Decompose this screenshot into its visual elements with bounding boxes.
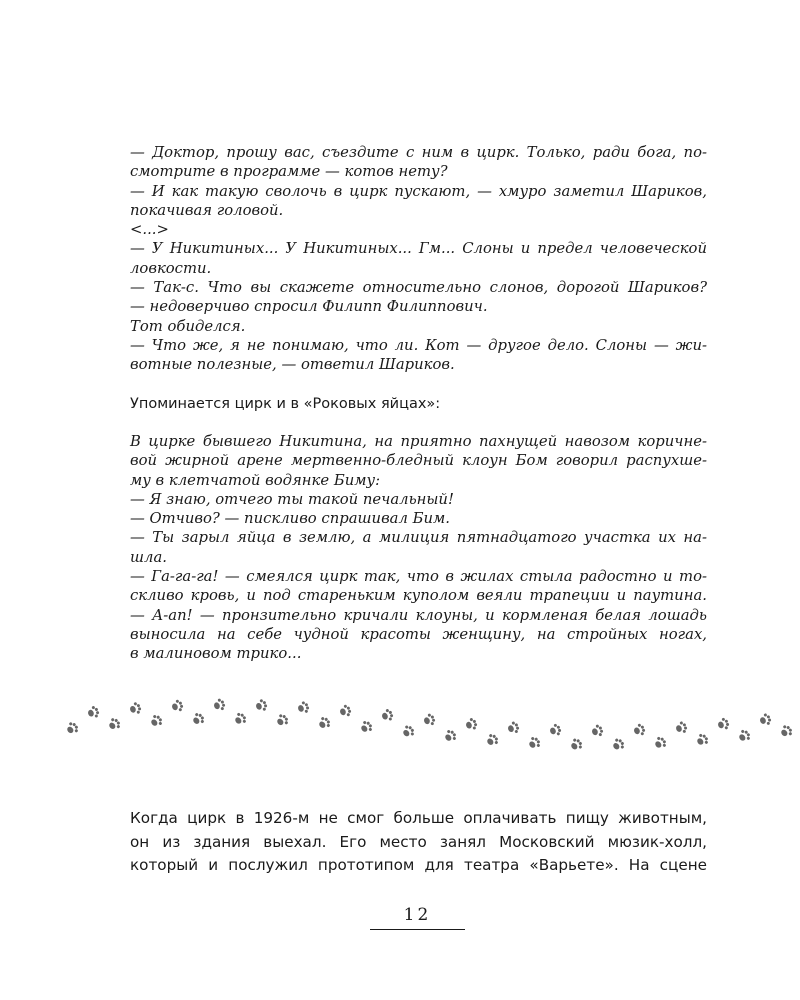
- quote-line: — Доктор, прошу вас, съездите с ним в цирк. Только, ради бога, по-: [130, 144, 707, 161]
- quote-line: В цирке бывшего Никитина, на приятно пахнущей навозом коричне-: [130, 433, 707, 450]
- body-line: Когда цирк в 1926-м не смог больше оплачивать пищу животным,: [130, 809, 707, 827]
- paw-print-icon: [506, 720, 520, 735]
- paw-print-icon: [464, 717, 478, 732]
- body-line: он из здания выехал. Его место занял Московский мюзик-холл,: [130, 832, 707, 851]
- paw-print-icon: [274, 712, 290, 728]
- paw-print-icon: [548, 723, 562, 738]
- quote-line: — Га-га-га! — смеялся цирк так, что в жилах стыла радостно и то-: [130, 568, 707, 586]
- paw-print-icon: [652, 735, 668, 751]
- quote-line: — Ты зарыл яйца в землю, а милиция пятнадцатого участка их на-: [130, 529, 707, 547]
- paw-print-icon: [380, 708, 394, 723]
- paw-print-icon: [590, 724, 604, 739]
- paw-print-icon: [86, 705, 100, 720]
- quote-line: шла.: [130, 548, 167, 566]
- quote-block-heart-of-a-dog: [130, 143, 707, 375]
- quote-line: — А-ап! — пронзительно кричали клоуны, и кормленая белая лошадь: [130, 606, 707, 624]
- paw-print-icon: [296, 700, 310, 715]
- paw-print-icon: [694, 732, 710, 748]
- quote-line: покачивая головой.: [130, 201, 284, 219]
- paw-print-divider: [0, 680, 800, 770]
- paw-print-icon: [212, 698, 226, 713]
- quote-line: — Что же, я не понимаю, что ли. Кот — другое дело. Слоны — жи-: [130, 336, 707, 354]
- quote-line: — Я знаю, отчего ты такой печальный!: [130, 490, 454, 508]
- paw-print-icon: [442, 728, 458, 744]
- page-number-rule: [370, 929, 465, 930]
- paw-print-icon: [526, 735, 542, 751]
- quote-block-fatal-eggs: [130, 432, 707, 664]
- paw-print-icon: [316, 715, 332, 731]
- paw-print-icon: [632, 723, 646, 738]
- paw-print-icon: [358, 719, 374, 735]
- page-number: 12: [403, 905, 432, 925]
- paw-print-icon: [484, 732, 500, 748]
- paw-print-icon: [106, 716, 122, 732]
- paw-print-icon: [674, 720, 688, 735]
- quote-line: вой жирной арене мертвенно-бледный клоун Бом говорил распухше-: [130, 452, 707, 470]
- quote-line: — Отчиво? — пискливо спрашивал Бим.: [130, 510, 451, 528]
- quote-line: в малиновом трико...: [130, 645, 302, 663]
- quote-line: вотные полезные, — ответил Шариков.: [130, 356, 455, 374]
- quote-line: — И как такую сволочь в цирк пускают, — хмуро заметил Шариков,: [130, 182, 707, 200]
- paw-print-icon: [338, 704, 352, 719]
- quote-line: Тот обиделся.: [130, 317, 246, 335]
- body-line: который и послужил прототипом для театра «Варьете». На сцене: [130, 856, 707, 874]
- body-paragraph: [130, 807, 707, 878]
- paw-print-icon: [148, 713, 164, 729]
- paw-print-icon: [190, 711, 206, 727]
- paw-print-icon: [170, 699, 184, 714]
- paw-print-icon: [232, 711, 248, 727]
- quote-line: скливо кровь, и под стареньким куполом веяли трапеции и паутина.: [130, 587, 707, 605]
- intro-paragraph: Упоминается цирк и в «Роковых яйцах»:: [130, 396, 441, 412]
- quote-line: выносила на себе чудной красоты женщину, на стройных ногах,: [130, 625, 707, 643]
- quote-line: смотрите в программе — котов нету?: [130, 163, 448, 181]
- quote-line: <...>: [130, 221, 169, 239]
- paw-print-icon: [64, 720, 80, 736]
- paw-print-icon: [778, 723, 794, 739]
- paw-print-icon: [610, 737, 626, 753]
- quote-line: — недоверчиво спросил Филипп Филиппович.: [130, 298, 488, 316]
- paw-print-icon: [716, 717, 730, 732]
- quote-line: — У Никитиных... У Никитиных... Гм... Слоны и предел человеческой: [130, 240, 707, 258]
- quote-line: му в клетчатой водянке Биму:: [130, 471, 381, 489]
- quote-line: ловкости.: [130, 259, 212, 277]
- paw-print-icon: [568, 737, 584, 753]
- paw-print-icon: [422, 713, 436, 728]
- paw-print-icon: [128, 701, 142, 716]
- quote-line: — Так-с. Что вы скажете относительно слонов, дорогой Шариков?: [130, 279, 707, 297]
- paw-print-icon: [400, 724, 416, 740]
- paw-print-icon: [736, 728, 752, 744]
- paw-print-icon: [254, 698, 268, 713]
- paw-print-icon: [758, 712, 772, 727]
